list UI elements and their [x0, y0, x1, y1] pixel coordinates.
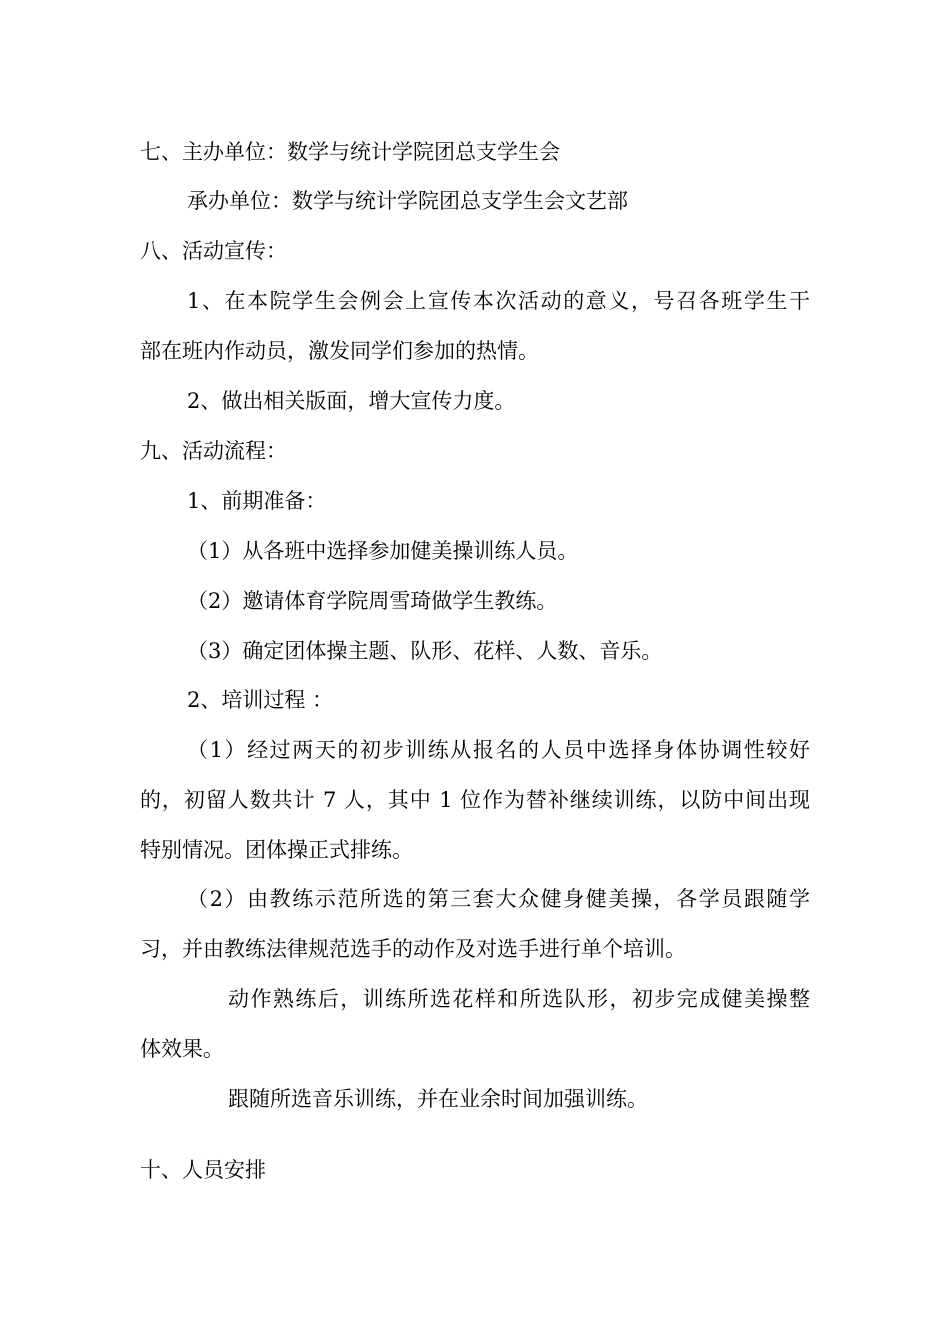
publicity-item-1-line-2: 部在班内作动员，激发同学们参加的热情。 [140, 339, 539, 363]
section-10-heading: 十、人员安排 [140, 1158, 266, 1182]
training-item-2-line-2: 习，并由教练法律规范选手的动作及对选手进行单个培训。 [140, 937, 686, 961]
training-item-4: 跟随所选音乐训练，并在业余时间加强训练。 [228, 1087, 648, 1111]
prep-item-3: （3）确定团体操主题、队形、花样、人数、音乐。 [187, 639, 663, 663]
training-item-2-line-1: （2）由教练示范所选的第三套大众健身健美操，各学员跟随学 [187, 887, 810, 911]
training-item-3-line-2: 体效果。 [140, 1037, 224, 1061]
section-7-organizer: 七、主办单位：数学与统计学院团总支学生会 [140, 140, 560, 164]
prep-item-1: （1）从各班中选择参加健美操训练人员。 [187, 539, 579, 563]
flow-step-2-heading: 2、培训过程 ： [187, 688, 334, 712]
publicity-item-2: 2、做出相关版面，增大宣传力度。 [187, 389, 516, 413]
prep-item-2: （2）邀请体育学院周雪琦做学生教练。 [187, 589, 558, 613]
publicity-item-1-line-1: 1、在本院学生会例会上宣传本次活动的意义，号召各班学生干 [187, 289, 810, 313]
flow-step-1-heading: 1、前期准备： [187, 489, 327, 513]
section-9-heading: 九、活动流程： [140, 439, 287, 463]
training-item-3-line-1: 动作熟练后，训练所选花样和所选队形，初步完成健美操整 [228, 987, 810, 1011]
training-item-1-line-2: 的，初留人数共计 7 人，其中 1 位作为替补继续训练，以防中间出现 [140, 788, 810, 812]
section-8-heading: 八、活动宣传： [140, 239, 287, 263]
training-item-1-line-3: 特别情况。团体操正式排练。 [140, 838, 413, 862]
co-organizer-line: 承办单位：数学与统计学院团总支学生会文艺部 [187, 189, 628, 213]
training-item-1-line-1: （1）经过两天的初步训练从报名的人员中选择身体协调性较好 [187, 738, 810, 762]
